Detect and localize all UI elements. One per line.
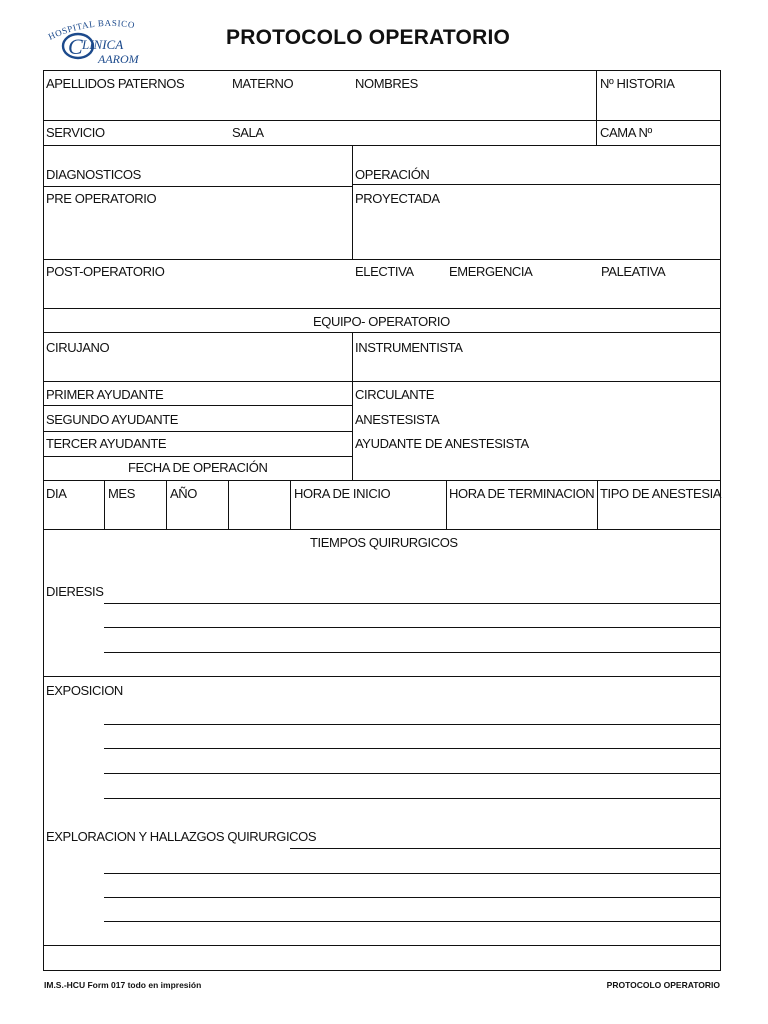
diagnosticos-label: DIAGNOSTICOS <box>46 167 141 182</box>
emergencia-label: EMERGENCIA <box>449 264 533 279</box>
pre-operatorio-label: PRE OPERATORIO <box>46 191 157 206</box>
exploracion-label: EXPLORACION Y HALLAZGOS QUIRURGICOS <box>46 829 317 844</box>
servicio-label: SERVICIO <box>46 125 105 140</box>
nombres-label: NOMBRES <box>355 76 418 91</box>
hospital-logo <box>44 18 168 68</box>
logo-arc-text: HOSPITAL BASICO <box>46 18 136 42</box>
historia-label: Nº HISTORIA <box>600 76 675 91</box>
ayudante-anestesista-label: AYUDANTE DE ANESTESISTA <box>355 436 529 451</box>
apellidos-paternos-label: APELLIDOS PATERNOS <box>46 76 185 91</box>
tercer-ayudante-label: TERCER AYUDANTE <box>46 436 167 451</box>
tipo-anestesia-label: TIPO DE ANESTESIA <box>600 486 722 501</box>
primer-ayudante-label: PRIMER AYUDANTE <box>46 387 164 402</box>
footer-title: PROTOCOLO OPERATORIO <box>606 980 720 990</box>
form-code: IM.S.-HCU Form 017 todo en impresión <box>44 980 202 990</box>
circulante-label: CIRCULANTE <box>355 387 435 402</box>
paleativa-label: PALEATIVA <box>601 264 666 279</box>
sala-label: SALA <box>232 125 264 140</box>
instrumentista-label: INSTRUMENTISTA <box>355 340 463 355</box>
segundo-ayudante-label: SEGUNDO AYUDANTE <box>46 412 179 427</box>
tiempos-quirurgicos-heading: TIEMPOS QUIRURGICOS <box>310 535 458 550</box>
hospital-logo-graphic <box>44 18 168 68</box>
exposicion-label: EXPOSICION <box>46 683 123 698</box>
mes-label: MES <box>108 486 135 501</box>
logo-line1: LINICA <box>82 37 124 52</box>
equipo-operatorio-heading: EQUIPO- OPERATORIO <box>313 314 450 329</box>
logo-initial: C <box>68 34 83 59</box>
hora-inicio-label: HORA DE INICIO <box>294 486 391 501</box>
operacion-label: OPERACIÓN <box>355 167 430 182</box>
dia-label: DIA <box>46 486 67 501</box>
dieresis-label: DIERESIS <box>46 584 104 599</box>
cama-label: CAMA Nº <box>600 125 652 140</box>
hora-terminacion-label: HORA DE TERMINACION <box>449 486 595 501</box>
proyectada-label: PROYECTADA <box>355 191 440 206</box>
ano-label: AÑO <box>170 486 197 501</box>
cirujano-label: CIRUJANO <box>46 340 110 355</box>
anestesista-label: ANESTESISTA <box>355 412 440 427</box>
page-title: PROTOCOLO OPERATORIO <box>226 26 511 49</box>
fecha-operacion-label: FECHA DE OPERACIÓN <box>128 460 268 475</box>
post-operatorio-label: POST-OPERATORIO <box>46 264 165 279</box>
materno-label: MATERNO <box>232 76 294 91</box>
logo-line2: AAROM <box>98 52 139 66</box>
electiva-label: ELECTIVA <box>355 264 414 279</box>
